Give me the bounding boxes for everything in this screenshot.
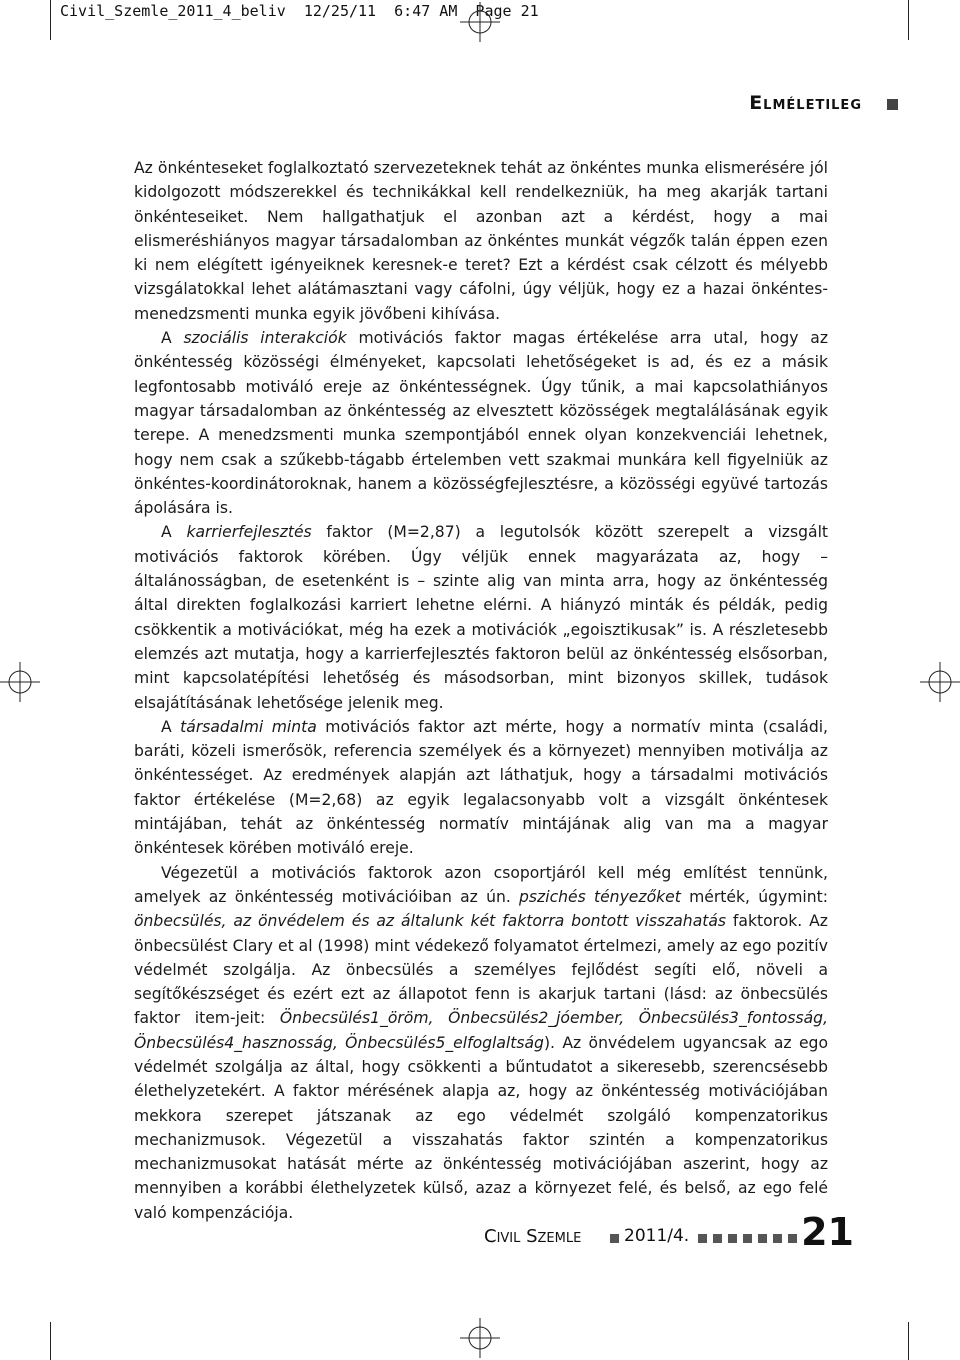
issue-number: 2011/4. bbox=[624, 1226, 690, 1246]
crop-mark-bottom-left bbox=[50, 1322, 51, 1360]
page-number: 21 bbox=[801, 1210, 854, 1254]
paragraph bbox=[134, 520, 828, 714]
crop-mark-top-left bbox=[50, 0, 51, 40]
square-bullet-icon bbox=[758, 1234, 767, 1243]
italic-term: önbecsülés, az önvédelem és az általunk két faktorra bontott visszahatás bbox=[134, 912, 727, 931]
square-bullet-icon bbox=[743, 1234, 752, 1243]
text-run: A bbox=[161, 329, 184, 348]
text-run: A bbox=[161, 523, 187, 542]
registration-mark-top bbox=[460, 2, 500, 42]
square-bullet-icon bbox=[788, 1234, 797, 1243]
square-bullet-icon bbox=[728, 1234, 737, 1243]
text-run: Az önkénteseket foglalkoztató szervezeteknek tehát az önkéntes munka elismerésére jól kidolgozott módszerekkel és technikákkal kell rendelkezniük, ha meg akarják tartani önkénteseiket. Nem hallgathatjuk el azonban azt a kérdést, hogy a mai elismeréshiányos magyar társadalomban az önkéntes munkát végzők talán éppen ezen ki nem elégített igényeiknek keresnek-e teret? Ezt a kérdést csak célzott és mélyebb vizsgálatokkal lehet alátámasztani vagy cáfolni, úgy véljük, hogy ez a hazai önkéntes-menedzsmenti munka egyik jövőbeni kihívása. bbox=[134, 159, 828, 323]
square-bullet-icon bbox=[610, 1234, 619, 1243]
text-run: Végezetül a motivációs faktorok azon csoportjáról kell még említést tennünk, amelyek az önkéntesség motivációiban az ún. bbox=[134, 863, 828, 906]
italic-term: szociális interakciók bbox=[183, 329, 347, 348]
italic-term: Önbecsülés1_öröm, Önbecsülés2_jóember, Önbecsülés3_fontosság, Önbecsülés4_hasznosság, Önbecsülés5_elfoglaltság bbox=[134, 1009, 828, 1052]
registration-mark-left bbox=[0, 662, 40, 702]
square-bullet-icon bbox=[713, 1234, 722, 1243]
section-title: Elméletileg bbox=[749, 92, 862, 114]
registration-mark-right bbox=[920, 662, 960, 702]
italic-term: pszichés tényezőket bbox=[519, 887, 681, 906]
square-bullet-icon bbox=[773, 1234, 782, 1243]
text-run: motivációs faktor magas értékelése arra utal, hogy az önkéntesség közösségi élményeket, kapcsolati lehetőségeket is ad, és ez a másik legfontosabb motiváló ereje az önkéntességnek. Úgy tűnik, a mai kapcsolathiányos magyar társadalomban az önkéntesség az elvesztett közösségek megtalálásának egyik terepe. A menedzsmenti munka szempontjából ennek olyan konzekvenciái lehetnek, hogy nem csak a szűkebb-tágabb értelemben vett szakmai munkára kell figyelniük az önkéntes-koordinátoroknak, hanem a közösségfejlesztésre, a közösségi együvé tartozás ápolására is. bbox=[134, 329, 828, 518]
italic-term: társadalmi minta bbox=[180, 717, 317, 736]
text-run: ). Az önvédelem ugyancsak az ego védelmét szolgálja az által, hogy csökkenti a bűntudatot a sikeresebb, szerencsésebb élethelyzetekért. A faktor mérésének alapja az, hogy az önkéntesség motivációjában mekkora szerepet játszanak az ego védelmét szolgáló kompenzatorikus mechanizmusok. Végezetül a visszahatás faktor szintén a kompenzatorikus mechanizmusokat hatását mérte az önkéntesség motivációjában aszerint, hogy az mennyiben a korábbi élethelyzetek külső, azaz a környezet felé, és belső, az ego felé való kompenzációja. bbox=[134, 1033, 828, 1222]
text-run: mérték, úgymint: bbox=[680, 887, 828, 906]
text-run: faktorok. Az önbecsülést Clary et al (1998) mint védekező folyamatot értelmezi, amely az ego pozitív védelmét szolgálja. Az önbecsülés a személyes fejlődést segíti elő, növeli a segítőkészséget és ezért ezt az állapotot fenn is akarjuk tartani (lásd: az önbecsülés faktor item-jeit: bbox=[134, 912, 828, 1028]
print-slug: Civil_Szemle_2011_4_beliv 12/25/11 6:47 AM Page 21 bbox=[60, 2, 539, 20]
paragraph bbox=[134, 715, 828, 861]
text-run: faktor (M=2,87) a legutolsók között szerepelt a vizsgált motivációs faktorok körében. Úgy véljük ennek magyarázata az, hogy – általánosságban, de esetenként is – szinte alig van minta arra, hogy az önkéntesség által direkten foglalkozási karriert lehetne elérni. A hiányzó minták és példák, pedig csökkentik a motivációkat, még ha ezek a motivációk „egoisztikusak” is. A részletesebb elemzés azt mutatja, hogy a karrierfejlesztés faktoron belül az önkéntesség elsősorban, mint kapcsolatépítési lehetőség és másodsorban, mint bizonyos skillek, tudások elsajátításának lehetősége jelenik meg. bbox=[134, 523, 829, 712]
article-body bbox=[134, 156, 828, 1225]
paragraph bbox=[134, 861, 828, 1225]
italic-term: karrierfejlesztés bbox=[186, 523, 312, 542]
text-run: A bbox=[161, 717, 181, 736]
text-run: motivációs faktor azt mérte, hogy a normatív minta (családi, baráti, közeli ismerősök, referencia személyek és a környezet) mennyiben motiválja az önkéntességet. Az eredmények alapján azt láthatjuk, hogy a társadalmi motivációs faktor értékelése (M=2,68) az egyik legalacsonyabb volt a vizsgált önkéntesek mintájában, tehát az önkéntesség normatív mintájának alig van ma a magyar önkéntesek körében motiváló ereje. bbox=[134, 717, 829, 858]
square-bullet-icon bbox=[887, 99, 898, 110]
registration-mark-bottom bbox=[460, 1318, 500, 1358]
journal-name: Civil Szemle bbox=[484, 1226, 582, 1247]
square-bullet-icon bbox=[698, 1234, 707, 1243]
paragraph bbox=[134, 156, 828, 326]
crop-mark-top-right bbox=[908, 0, 909, 40]
crop-mark-bottom-right bbox=[908, 1322, 909, 1360]
page-footer bbox=[484, 1212, 864, 1252]
paragraph bbox=[134, 326, 828, 520]
